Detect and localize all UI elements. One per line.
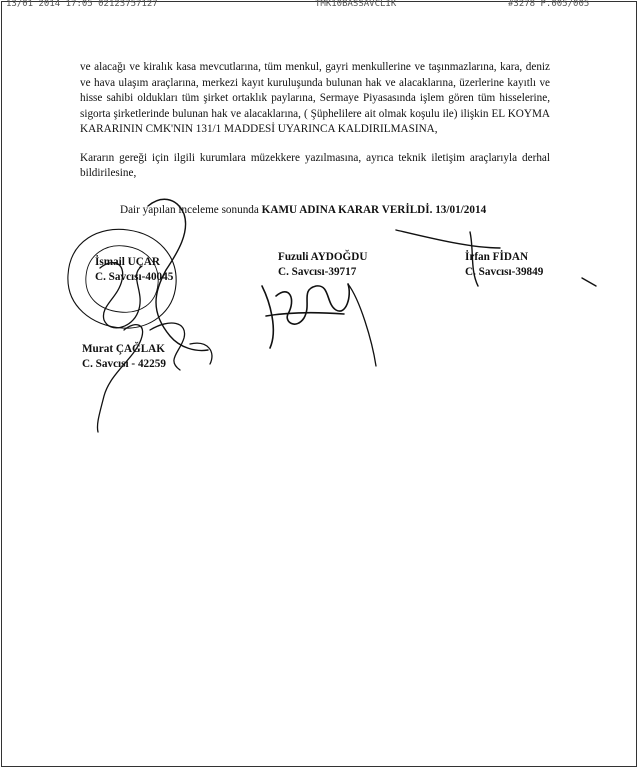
signatory-name: İrfan FİDAN <box>465 251 529 263</box>
signatory-title: C. Savcısı-39717 <box>278 266 357 278</box>
signatory-name: Fuzuli AYDOĞDU <box>278 251 368 263</box>
signatory-block <box>82 342 166 372</box>
signatory-title: C. Savcısı - 42259 <box>82 358 166 370</box>
signatory-block <box>278 250 367 280</box>
document-body <box>80 60 550 182</box>
signatory-block <box>465 250 543 280</box>
fax-date-time: 13/01 2014 17:05 02123757127 <box>6 0 158 9</box>
verdict-emphasis: KAMU ADINA KARAR VERİLDİ. 13/01/2014 <box>261 204 487 216</box>
signatory-title: C. Savcısı-40045 <box>95 271 174 283</box>
fax-header <box>0 0 640 12</box>
verdict-line <box>120 204 486 216</box>
paragraph-seizure-lift: ve alacağı ve kiralık kasa mevcutlarına, tüm menkul, gayri menkullerine ve taşınmazlarına, kara, deniz ve hava ulaşım araçlarına, merkezi kayıt kuruluşunda bulunan hak ve alacaklarına, üzerlerine kayıtlı ve hisse sahibi oldukları tüm şirket ortaklık paylarına, Sermaye Piyasasında işlem gören tüm hisselerine, sigorta şirketlerinde bulunan hak ve alacaklarına, ( Şüphelilere ait olmak koşulu ile) ilişkin EL KOYMA KARARININ CMK'NIN 131/1 MADDESİ UYARINCA KALDIRILMASINA, <box>80 61 550 135</box>
fax-page-info: #3278 P.005/005 <box>508 0 590 9</box>
verdict-text: Dair yapılan inceleme sonunda <box>120 204 259 216</box>
signatory-title: C. Savcısı-39849 <box>465 266 544 278</box>
paragraph-notification: Kararın gereği için ilgili kurumlara müzekkere yazılmasına, ayrıca teknik iletişim araçlarıyla derhal bildirilesine, <box>80 151 550 179</box>
signatory-name: Murat ÇAĞLAK <box>82 343 165 355</box>
signatory-block <box>95 255 173 285</box>
signatory-name: İsmail UÇAR <box>95 256 160 268</box>
fax-sender: TMK10BASSAVCLIK <box>315 0 397 9</box>
